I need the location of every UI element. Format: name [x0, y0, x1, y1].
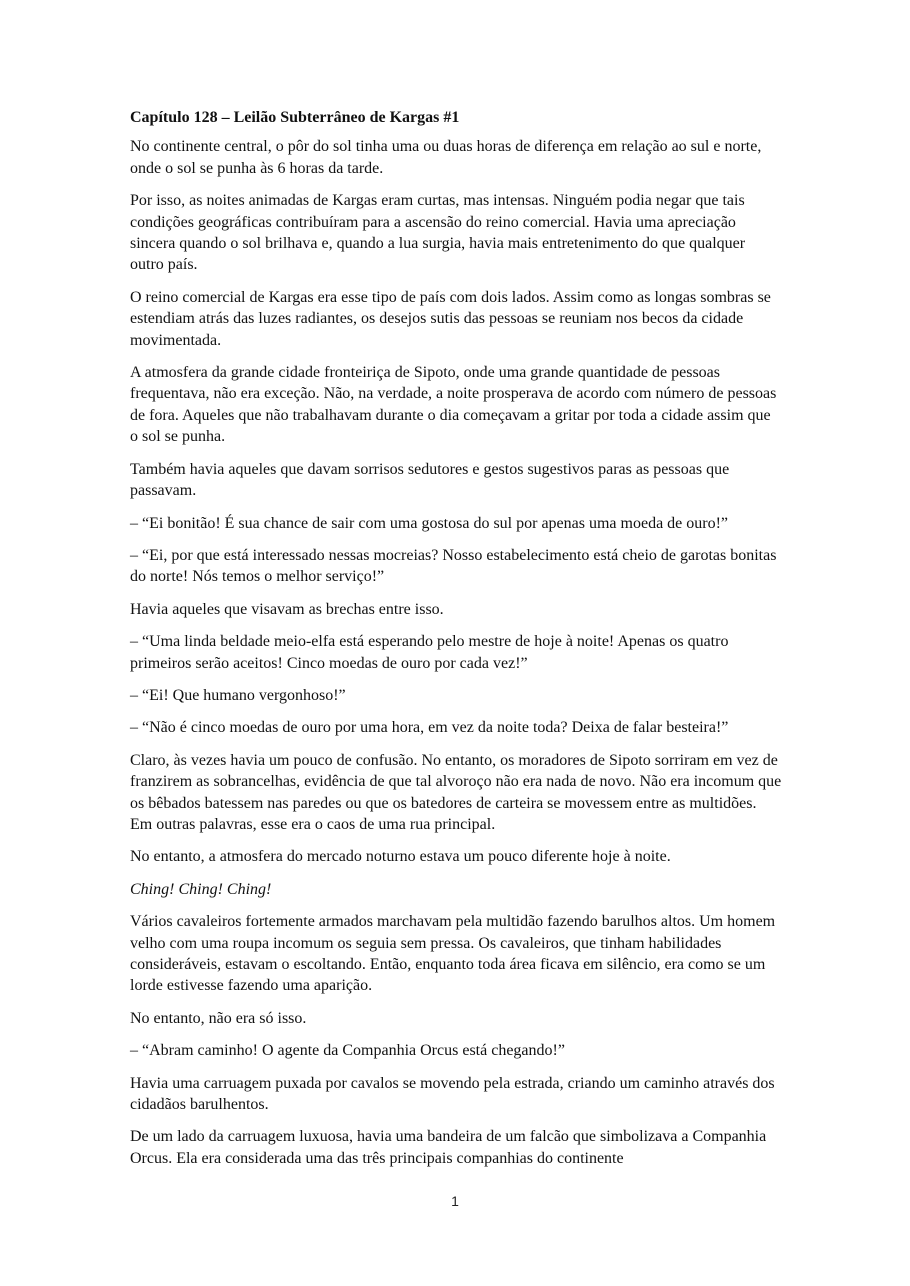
paragraph-7: Claro, às vezes havia um pouco de confusão. No entanto, os moradores de Sipoto sorriram em vez de franzirem as sobrancelhas, evidência de que tal alvoroço não era nada de novo. Não era incomum que os bêbados batessem nas paredes ou que os batedores de carteira se movessem entre as multidões. Em outras palavras, esse era o caos de uma rua principal.: [130, 751, 782, 833]
document-page: [130, 107, 782, 1180]
chapter-title: Capítulo 128 – Leilão Subterrâneo de Kargas #1: [130, 109, 460, 126]
dialogue-3: – “Uma linda beldade meio-elfa está esperando pelo mestre de hoje à noite! Apenas os quatro primeiros serão aceitos! Cinco moedas de ouro por cada vez!”: [130, 633, 729, 672]
paragraph-11: Havia uma carruagem puxada por cavalos se movendo pela estrada, criando um caminho através dos cidadãos barulhentos.: [130, 1074, 775, 1114]
paragraph-6: Havia aqueles que visavam as brechas entre isso.: [130, 600, 444, 618]
paragraph-4: A atmosfera da grande cidade fronteiriça de Sipoto, onde uma grande quantidade de pessoas frequentava, não era exceção. Não, na verdade, a noite prosperava de acordo com número de pessoas de fora. Aqueles que não trabalhavam durante o dia começavam a gritar por toda a cidade assim que o sol se punha.: [130, 364, 777, 446]
dialogue-1: – “Ei bonitão! É sua chance de sair com uma gostosa do sul por apenas uma moeda de ouro!”: [130, 514, 729, 532]
dialogue-4: – “Ei! Que humano vergonhoso!”: [130, 686, 346, 704]
page-number: 1: [451, 1193, 459, 1209]
dialogue-6: – “Abram caminho! O agente da Companhia Orcus está chegando!”: [130, 1042, 565, 1060]
paragraph-9: Vários cavaleiros fortemente armados marchavam pela multidão fazendo barulhos altos. Um homem velho com uma roupa incomum os seguia sem pressa. Os cavaleiros, que tinham habilidades consideráveis, estavam o escoltando. Então, enquanto toda área ficava em silêncio, era como se um lorde estivesse fazendo uma aparição.: [130, 913, 776, 995]
dialogue-5: – “Não é cinco moedas de ouro por uma hora, em vez da noite toda? Deixa de falar besteira!”: [130, 719, 729, 737]
paragraph-3: O reino comercial de Kargas era esse tipo de país com dois lados. Assim como as longas sombras se estendiam atrás das luzes radiantes, os desejos sutis das pessoas se reuniam nos becos da cidade movimentada.: [130, 288, 771, 349]
dialogue-2: – “Ei, por que está interessado nessas mocreias? Nosso estabelecimento está cheio de garotas bonitas do norte! Nós temos o melhor serviço!”: [130, 546, 777, 586]
paragraph-10: No entanto, não era só isso.: [130, 1009, 307, 1027]
paragraph-5: Também havia aqueles que davam sorrisos sedutores e gestos sugestivos paras as pessoas que passavam.: [130, 460, 730, 500]
paragraph-8: No entanto, a atmosfera do mercado noturno estava um pouco diferente hoje à noite.: [130, 848, 671, 866]
paragraph-1: No continente central, o pôr do sol tinha uma ou duas horas de diferença em relação ao sul e norte, onde o sol se punha às 6 horas da tarde.: [130, 138, 762, 177]
paragraph-2: Por isso, as noites animadas de Kargas eram curtas, mas intensas. Ninguém podia negar que tais condições geográficas contribuíram para a ascensão do reino comercial. Havia uma apreciação sincera quando o sol brilhava e, quando a lua surgia, havia mais entretenimento do que qualquer outro país.: [130, 192, 746, 274]
sound-effect: Ching! Ching! Ching!: [130, 880, 272, 898]
paragraph-12: De um lado da carruagem luxuosa, havia uma bandeira de um falcão que simbolizava a Companhia Orcus. Ela era considerada uma das três principais companhias do continente: [130, 1128, 767, 1167]
